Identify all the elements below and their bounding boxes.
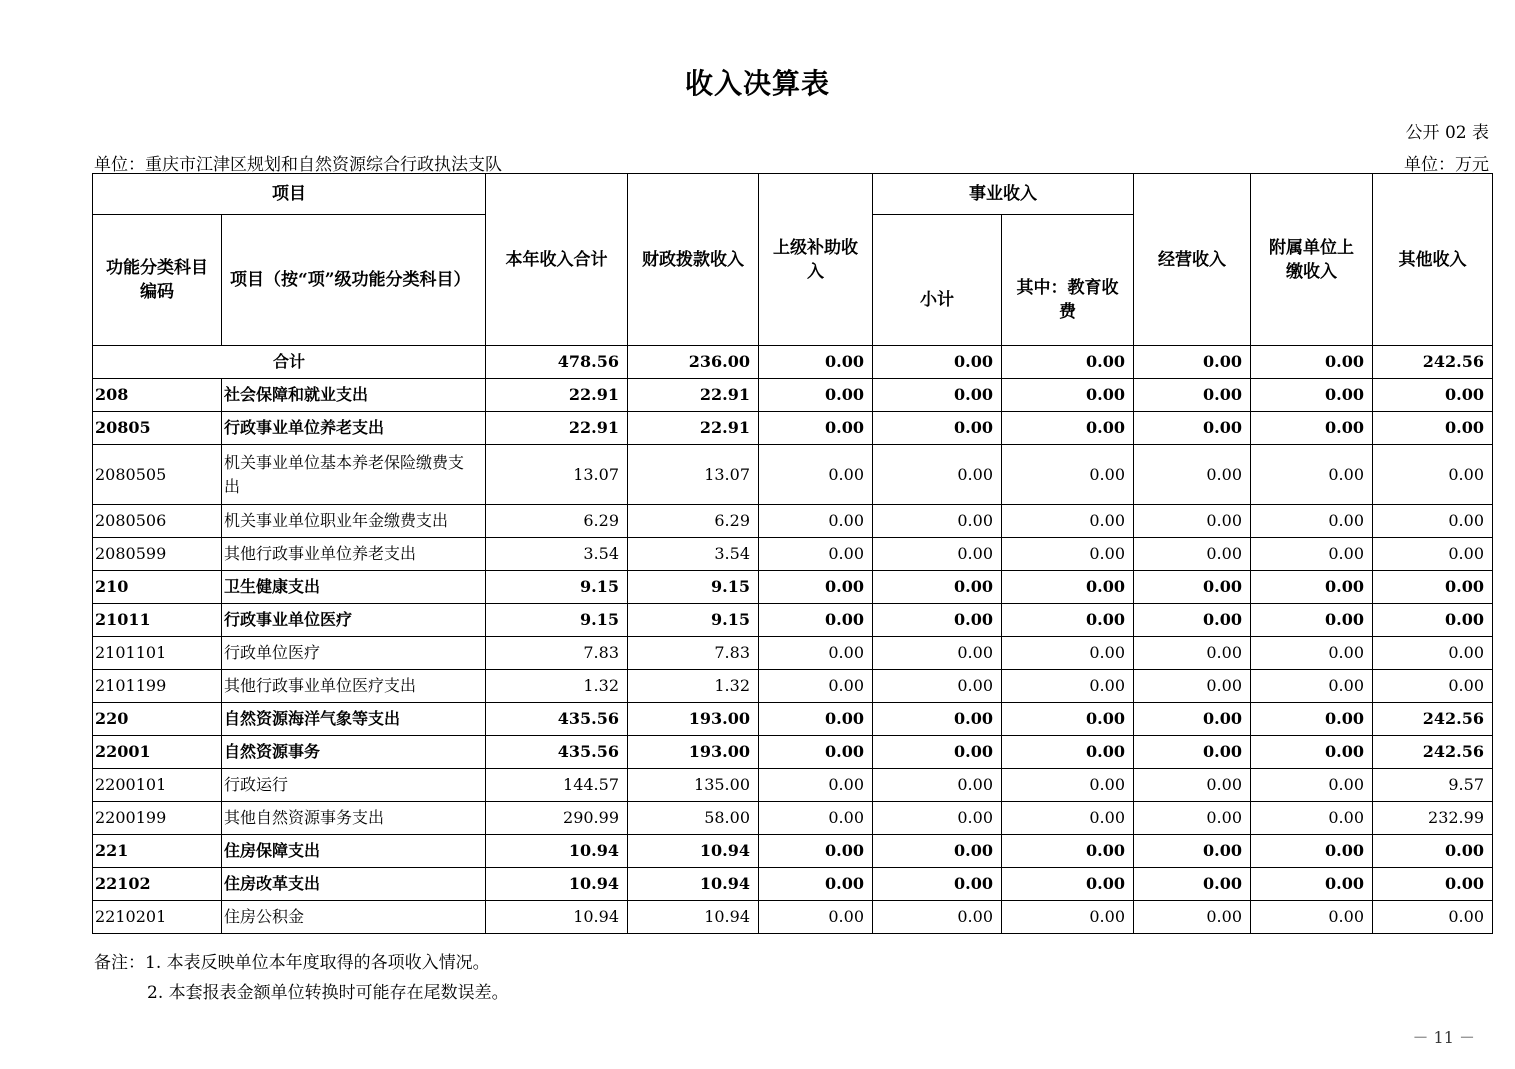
row-value: 0.00 bbox=[759, 637, 873, 670]
header-business-group: 事业收入 bbox=[873, 174, 1134, 215]
row-value: 0.00 bbox=[873, 571, 1002, 604]
table-row bbox=[93, 901, 1493, 934]
row-value: 290.99 bbox=[486, 802, 628, 835]
row-value: 10.94 bbox=[486, 868, 628, 901]
row-value: 0.00 bbox=[873, 637, 1002, 670]
row-value: 0.00 bbox=[1251, 412, 1373, 445]
row-value: 0.00 bbox=[1002, 868, 1134, 901]
income-table bbox=[92, 173, 1493, 934]
row-value: 0.00 bbox=[1134, 379, 1251, 412]
row-value: 0.00 bbox=[873, 901, 1002, 934]
row-value: 242.56 bbox=[1373, 703, 1493, 736]
header-other: 其他收入 bbox=[1373, 174, 1493, 346]
row-value: 0.00 bbox=[1251, 736, 1373, 769]
note-2: 2. 本套报表金额单位转换时可能存在尾数误差。 bbox=[147, 983, 509, 1003]
row-code: 22102 bbox=[93, 868, 222, 901]
row-value: 0.00 bbox=[1002, 736, 1134, 769]
header-item: 项目 bbox=[93, 174, 486, 215]
row-value: 0.00 bbox=[1002, 835, 1134, 868]
row-name: 其他自然资源事务支出 bbox=[222, 802, 486, 835]
row-name: 住房公积金 bbox=[222, 901, 486, 934]
row-value: 9.57 bbox=[1373, 769, 1493, 802]
row-value: 0.00 bbox=[873, 835, 1002, 868]
row-value: 0.00 bbox=[1373, 505, 1493, 538]
row-value: 0.00 bbox=[1134, 445, 1251, 505]
row-code: 2080506 bbox=[93, 505, 222, 538]
row-name: 行政运行 bbox=[222, 769, 486, 802]
row-value: 0.00 bbox=[1002, 637, 1134, 670]
row-value: 9.15 bbox=[486, 604, 628, 637]
row-value: 0.00 bbox=[1134, 868, 1251, 901]
row-value: 0.00 bbox=[1373, 670, 1493, 703]
total-value: 0.00 bbox=[1251, 346, 1373, 379]
row-value: 0.00 bbox=[1134, 802, 1251, 835]
row-value: 9.15 bbox=[486, 571, 628, 604]
row-value: 3.54 bbox=[628, 538, 759, 571]
currency-unit: 单位：万元 bbox=[1404, 155, 1489, 175]
row-name: 行政单位医疗 bbox=[222, 637, 486, 670]
row-value: 0.00 bbox=[1002, 379, 1134, 412]
row-value: 0.00 bbox=[1251, 538, 1373, 571]
row-value: 0.00 bbox=[873, 412, 1002, 445]
row-value: 0.00 bbox=[1373, 835, 1493, 868]
row-name: 社会保障和就业支出 bbox=[222, 379, 486, 412]
row-value: 0.00 bbox=[873, 538, 1002, 571]
row-code: 221 bbox=[93, 835, 222, 868]
row-value: 0.00 bbox=[1134, 901, 1251, 934]
row-value: 0.00 bbox=[1134, 769, 1251, 802]
total-value: 0.00 bbox=[1134, 346, 1251, 379]
row-value: 10.94 bbox=[628, 835, 759, 868]
row-value: 0.00 bbox=[759, 802, 873, 835]
row-value: 0.00 bbox=[873, 703, 1002, 736]
row-code: 208 bbox=[93, 379, 222, 412]
row-code: 210 bbox=[93, 571, 222, 604]
row-value: 13.07 bbox=[486, 445, 628, 505]
row-value: 0.00 bbox=[1134, 538, 1251, 571]
row-value: 0.00 bbox=[873, 736, 1002, 769]
row-value: 3.54 bbox=[486, 538, 628, 571]
row-value: 0.00 bbox=[1251, 703, 1373, 736]
notes bbox=[94, 948, 509, 1008]
row-value: 0.00 bbox=[1251, 379, 1373, 412]
row-value: 0.00 bbox=[1002, 412, 1134, 445]
row-value: 0.00 bbox=[1002, 604, 1134, 637]
row-value: 0.00 bbox=[1373, 868, 1493, 901]
row-value: 0.00 bbox=[1373, 379, 1493, 412]
row-name: 自然资源海洋气象等支出 bbox=[222, 703, 486, 736]
page-title: 收入决算表 bbox=[684, 67, 830, 100]
table-row bbox=[93, 769, 1493, 802]
total-value: 478.56 bbox=[486, 346, 628, 379]
table-row bbox=[93, 571, 1493, 604]
table-row bbox=[93, 835, 1493, 868]
row-name: 机关事业单位职业年金缴费支出 bbox=[222, 505, 486, 538]
row-value: 13.07 bbox=[628, 445, 759, 505]
row-value: 0.00 bbox=[759, 412, 873, 445]
row-value: 0.00 bbox=[873, 802, 1002, 835]
row-name: 自然资源事务 bbox=[222, 736, 486, 769]
row-value: 232.99 bbox=[1373, 802, 1493, 835]
header-row-1 bbox=[93, 174, 1493, 215]
row-value: 0.00 bbox=[873, 868, 1002, 901]
header-operating: 经营收入 bbox=[1134, 174, 1251, 346]
total-value: 242.56 bbox=[1373, 346, 1493, 379]
row-value: 0.00 bbox=[1002, 505, 1134, 538]
row-value: 0.00 bbox=[1373, 604, 1493, 637]
header-subtotal: 小计 bbox=[873, 215, 1002, 346]
table-row bbox=[93, 670, 1493, 703]
row-code: 220 bbox=[93, 703, 222, 736]
row-value: 0.00 bbox=[1251, 505, 1373, 538]
row-value: 0.00 bbox=[1134, 571, 1251, 604]
row-value: 0.00 bbox=[1002, 571, 1134, 604]
row-code: 2080599 bbox=[93, 538, 222, 571]
row-value: 6.29 bbox=[486, 505, 628, 538]
row-value: 0.00 bbox=[1002, 670, 1134, 703]
row-value: 10.94 bbox=[628, 901, 759, 934]
table-row bbox=[93, 412, 1493, 445]
row-value: 0.00 bbox=[1251, 445, 1373, 505]
row-value: 0.00 bbox=[873, 769, 1002, 802]
row-value: 0.00 bbox=[759, 868, 873, 901]
row-value: 0.00 bbox=[1134, 505, 1251, 538]
row-value: 0.00 bbox=[759, 835, 873, 868]
row-value: 0.00 bbox=[1373, 538, 1493, 571]
row-code: 22001 bbox=[93, 736, 222, 769]
total-value: 0.00 bbox=[873, 346, 1002, 379]
total-row bbox=[93, 346, 1493, 379]
row-value: 0.00 bbox=[1002, 901, 1134, 934]
row-value: 0.00 bbox=[1373, 445, 1493, 505]
row-value: 0.00 bbox=[759, 604, 873, 637]
header-education: 其中：教育收费 bbox=[1002, 215, 1134, 346]
row-value: 0.00 bbox=[1134, 835, 1251, 868]
row-name: 其他行政事业单位医疗支出 bbox=[222, 670, 486, 703]
table-row bbox=[93, 637, 1493, 670]
table-row bbox=[93, 736, 1493, 769]
row-value: 0.00 bbox=[1373, 571, 1493, 604]
row-value: 0.00 bbox=[759, 901, 873, 934]
row-value: 435.56 bbox=[486, 703, 628, 736]
row-value: 0.00 bbox=[873, 604, 1002, 637]
header-total: 本年收入合计 bbox=[486, 174, 628, 346]
row-value: 0.00 bbox=[873, 505, 1002, 538]
row-value: 22.91 bbox=[628, 412, 759, 445]
total-value: 236.00 bbox=[628, 346, 759, 379]
row-value: 0.00 bbox=[1251, 835, 1373, 868]
table-row bbox=[93, 538, 1493, 571]
row-value: 1.32 bbox=[486, 670, 628, 703]
row-value: 0.00 bbox=[1134, 412, 1251, 445]
row-code: 2200199 bbox=[93, 802, 222, 835]
table-row bbox=[93, 802, 1493, 835]
row-value: 22.91 bbox=[486, 379, 628, 412]
row-value: 0.00 bbox=[1002, 445, 1134, 505]
row-value: 193.00 bbox=[628, 703, 759, 736]
row-value: 0.00 bbox=[1251, 637, 1373, 670]
row-value: 7.83 bbox=[486, 637, 628, 670]
row-value: 0.00 bbox=[1002, 769, 1134, 802]
row-value: 0.00 bbox=[873, 670, 1002, 703]
total-value: 0.00 bbox=[1002, 346, 1134, 379]
row-value: 0.00 bbox=[759, 571, 873, 604]
row-value: 10.94 bbox=[486, 835, 628, 868]
row-name: 行政事业单位养老支出 bbox=[222, 412, 486, 445]
row-code: 2210201 bbox=[93, 901, 222, 934]
row-value: 0.00 bbox=[759, 736, 873, 769]
row-value: 144.57 bbox=[486, 769, 628, 802]
table-row bbox=[93, 379, 1493, 412]
row-value: 435.56 bbox=[486, 736, 628, 769]
header-affiliated: 附属单位上缴收入 bbox=[1251, 174, 1373, 346]
row-value: 0.00 bbox=[1134, 604, 1251, 637]
row-value: 0.00 bbox=[1134, 736, 1251, 769]
row-value: 58.00 bbox=[628, 802, 759, 835]
header-name: 项目（按“项”级功能分类科目） bbox=[222, 215, 486, 346]
header-superior: 上级补助收入 bbox=[759, 174, 873, 346]
row-code: 2101199 bbox=[93, 670, 222, 703]
header-fiscal: 财政拨款收入 bbox=[628, 174, 759, 346]
row-value: 0.00 bbox=[1251, 802, 1373, 835]
row-value: 0.00 bbox=[759, 505, 873, 538]
row-value: 0.00 bbox=[1251, 901, 1373, 934]
row-value: 0.00 bbox=[1251, 604, 1373, 637]
row-value: 0.00 bbox=[759, 703, 873, 736]
row-value: 22.91 bbox=[486, 412, 628, 445]
row-value: 193.00 bbox=[628, 736, 759, 769]
row-value: 22.91 bbox=[628, 379, 759, 412]
row-value: 242.56 bbox=[1373, 736, 1493, 769]
row-value: 0.00 bbox=[873, 379, 1002, 412]
total-value: 0.00 bbox=[759, 346, 873, 379]
row-code: 2101101 bbox=[93, 637, 222, 670]
row-value: 0.00 bbox=[1251, 868, 1373, 901]
row-name: 卫生健康支出 bbox=[222, 571, 486, 604]
row-value: 0.00 bbox=[759, 769, 873, 802]
row-code: 2200101 bbox=[93, 769, 222, 802]
row-value: 10.94 bbox=[628, 868, 759, 901]
table-body bbox=[93, 346, 1493, 934]
total-label: 合计 bbox=[93, 346, 486, 379]
row-value: 0.00 bbox=[759, 445, 873, 505]
row-value: 0.00 bbox=[1002, 802, 1134, 835]
row-value: 0.00 bbox=[1373, 637, 1493, 670]
table-row bbox=[93, 868, 1493, 901]
row-value: 9.15 bbox=[628, 571, 759, 604]
table-row bbox=[93, 505, 1493, 538]
row-name: 住房保障支出 bbox=[222, 835, 486, 868]
table-row bbox=[93, 604, 1493, 637]
row-value: 0.00 bbox=[1134, 703, 1251, 736]
table-row bbox=[93, 445, 1493, 505]
row-value: 0.00 bbox=[759, 670, 873, 703]
row-value: 0.00 bbox=[1134, 637, 1251, 670]
note-1: 备注：1. 本表反映单位本年度取得的各项收入情况。 bbox=[94, 953, 490, 973]
row-value: 0.00 bbox=[1251, 670, 1373, 703]
row-name: 住房改革支出 bbox=[222, 868, 486, 901]
row-value: 0.00 bbox=[1373, 412, 1493, 445]
row-name: 机关事业单位基本养老保险缴费支出 bbox=[222, 445, 486, 505]
row-value: 0.00 bbox=[759, 538, 873, 571]
reporting-unit: 单位：重庆市江津区规划和自然资源综合行政执法支队 bbox=[94, 155, 502, 175]
row-value: 0.00 bbox=[1251, 769, 1373, 802]
row-value: 0.00 bbox=[759, 379, 873, 412]
table-row bbox=[93, 703, 1493, 736]
row-value: 0.00 bbox=[1002, 538, 1134, 571]
row-value: 0.00 bbox=[1373, 901, 1493, 934]
header-code: 功能分类科目编码 bbox=[93, 215, 222, 346]
row-name: 行政事业单位医疗 bbox=[222, 604, 486, 637]
row-value: 7.83 bbox=[628, 637, 759, 670]
row-value: 0.00 bbox=[1002, 703, 1134, 736]
row-code: 20805 bbox=[93, 412, 222, 445]
row-name: 其他行政事业单位养老支出 bbox=[222, 538, 486, 571]
row-value: 1.32 bbox=[628, 670, 759, 703]
form-number: 公开 02 表 bbox=[1405, 123, 1489, 143]
row-value: 135.00 bbox=[628, 769, 759, 802]
row-value: 9.15 bbox=[628, 604, 759, 637]
row-value: 0.00 bbox=[1134, 670, 1251, 703]
row-value: 0.00 bbox=[873, 445, 1002, 505]
row-code: 21011 bbox=[93, 604, 222, 637]
row-code: 2080505 bbox=[93, 445, 222, 505]
row-value: 10.94 bbox=[486, 901, 628, 934]
row-value: 6.29 bbox=[628, 505, 759, 538]
row-value: 0.00 bbox=[1251, 571, 1373, 604]
page-number: － 11 － bbox=[1412, 1028, 1475, 1047]
